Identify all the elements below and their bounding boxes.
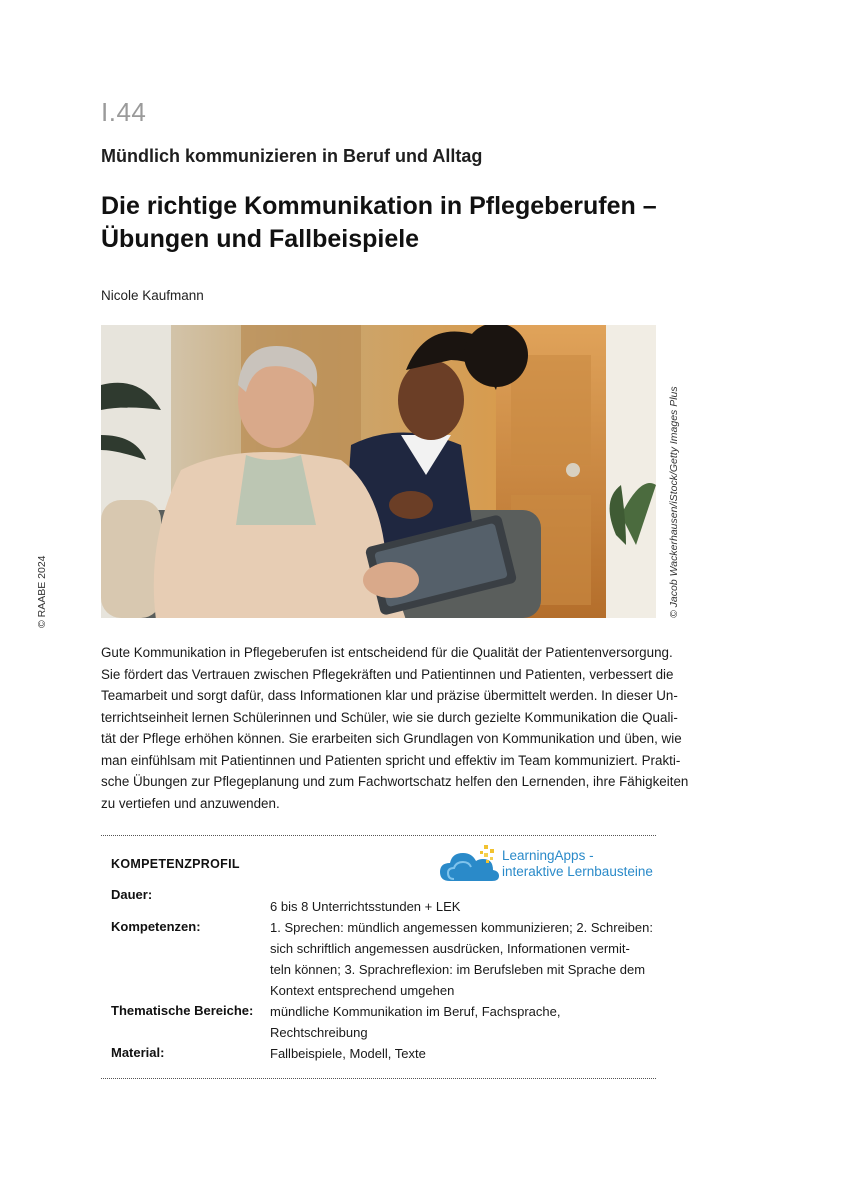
profile-label-kompetenzen: Kompetenzen: [111,919,201,934]
intro-paragraph [101,642,689,814]
profile-value-kompetenzen [270,917,660,1001]
profile-value-line: teln können; 3. Sprachreflexion: im Berufsleben mit Sprache dem [270,962,646,977]
intro-line: Teamarbeit und sorgt dafür, dass Informationen klar und präzise übermittelt werden. In dieser Un- [101,688,678,703]
divider-top [101,835,656,836]
divider-bottom [101,1078,656,1079]
page-title-line: Übungen und Fallbeispiele [101,225,420,253]
profile-label-dauer: Dauer: [111,887,153,902]
profile-label-material: Material: [111,1045,165,1060]
photo-credit: © Jacob Wackerhausen/iStock/Getty Images Plus [668,386,680,618]
profile-value-line: 1. Sprechen: mündlich angemessen kommunizieren; 2. Schreiben: [270,920,653,935]
learningapps-label [502,848,653,880]
unit-number: I.44 [101,97,147,127]
intro-line: Gute Kommunikation in Pflegeberufen ist entscheidend für die Qualität der Patientenversorgung. [101,645,673,660]
profile-label-bereiche: Thematische Bereiche: [111,1003,254,1018]
profile-value-line: Kontext entsprechend umgehen [270,983,455,998]
learningapps-line: interaktive Lernbausteine [502,864,653,879]
intro-line: terrichtseinheit lernen Schülerinnen und Schüler, wie sie durch gezielte Kommunikation die Quali- [101,709,678,725]
page-title-line: Die richtige Kommunikation in Pflegeberufen – [101,192,657,220]
profile-value-line: mündliche Kommunikation im Beruf, Fachsprache, [270,1004,561,1019]
intro-line: tät der Pflege erhöhen können. Sie erarbeiten sich Grundlagen von Kommunikation und üben, wie [101,731,682,746]
intro-line: sche Übungen zur Pflegeplanung und zum Fachwortschatz helfen den Lernenden, ihre Fähigkeiten [101,774,689,789]
profile-heading: KOMPETENZPROFIL [111,857,240,871]
author: Nicole Kaufmann [101,288,204,303]
profile-value-dauer [270,896,660,917]
profile-value-line: Fallbeispiele, Modell, Texte [270,1046,426,1061]
series-title: Mündlich kommunizieren in Beruf und Alltag [101,146,483,166]
cloud-icon [440,843,502,885]
learningapps-line: LearningApps - [502,848,594,863]
intro-line: Sie fördert das Vertrauen zwischen Pflegekräften und Patientinnen und Patienten, verbessert die [101,666,674,682]
profile-value-material [270,1043,660,1064]
copyright-note: © RAABE 2024 [36,555,48,628]
cover-photo [101,325,656,618]
profile-value-line: sich schriftlich angemessen ausdrücken, Informationen vermit- [270,941,630,956]
page-title [101,190,661,256]
intro-line: zu vertiefen und anzuwenden. [101,795,280,811]
profile-value-line: Rechtschreibung [270,1025,368,1040]
profile-value-line: 6 bis 8 Unterrichtsstunden + LEK [270,899,461,914]
profile-value-bereiche [270,1001,660,1043]
intro-line: man einfühlsam mit Patientinnen und Patienten spricht und effektiv im Team kommuniziert. Prakti- [101,752,681,768]
